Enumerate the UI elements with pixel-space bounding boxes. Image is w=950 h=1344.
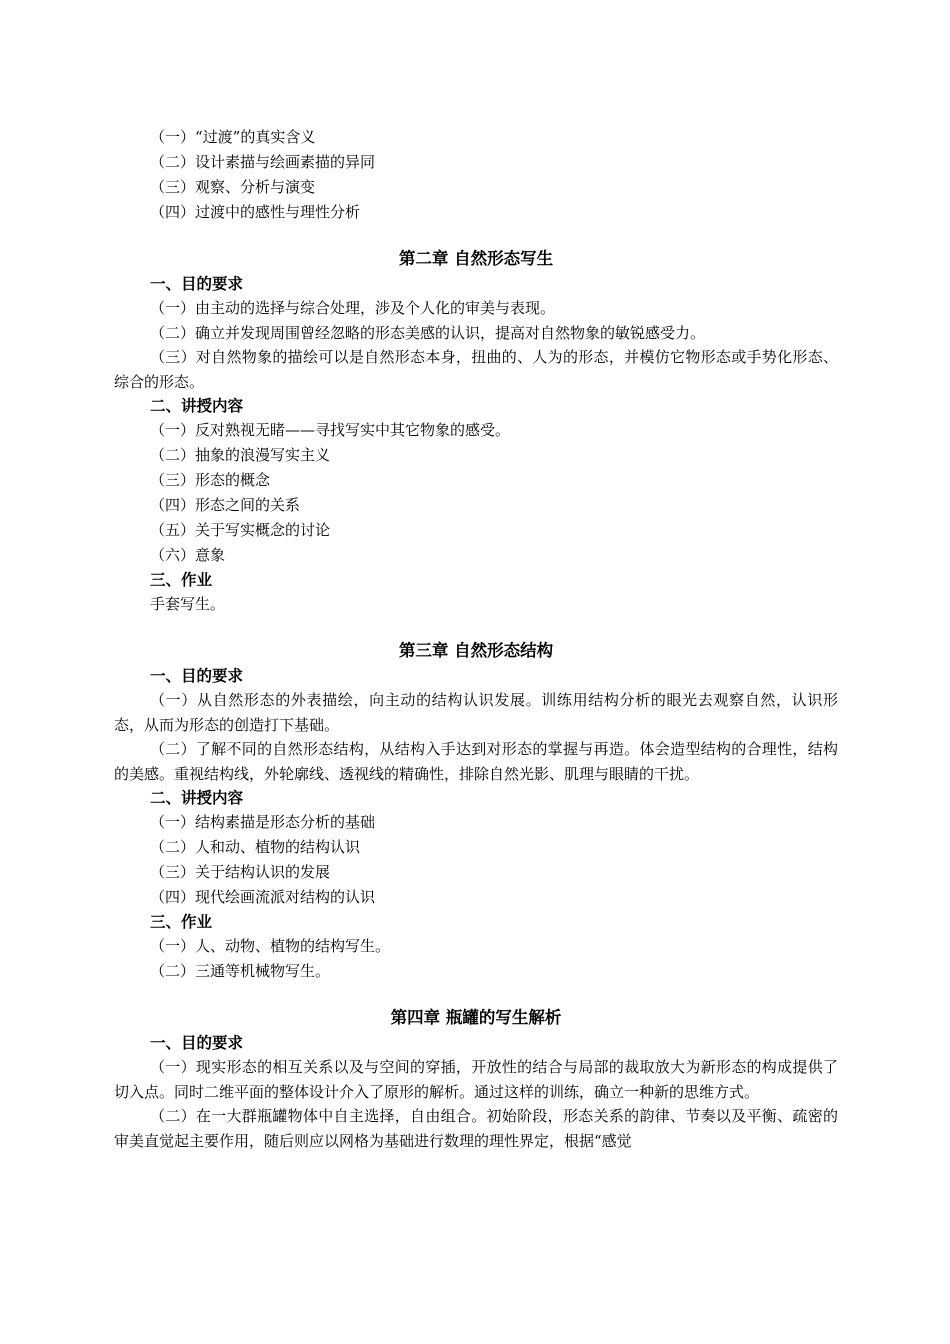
paragraph: （三）对自然物象的描绘可以是自然形态本身，扭曲的、人为的形态，并模仿它物形态或手势化形态、综合的形态。 (114, 348, 838, 391)
section-heading: 三、作业 (150, 913, 213, 931)
list-item: （三）观察、分析与演变 (150, 178, 316, 196)
list-item: （二）抽象的浪漫写实主义 (150, 446, 331, 464)
list-item: （二）人和动、植物的结构认识 (150, 838, 361, 856)
section-heading: 一、目的要求 (150, 1034, 244, 1052)
paragraph: （一）由主动的选择与综合处理，涉及个人化的审美与表现。 (150, 299, 556, 317)
paragraph: （一）现实形态的相互关系以及与空间的穿插，开放性的结合与局部的裁取放大为新形态的构成提供了切入点。同时二维平面的整体设计介入了原形的解析。通过这样的训练，确立一种新的思维方式。 (114, 1058, 838, 1101)
list-item: 手套写生。 (150, 595, 226, 613)
list-item: （五）关于写实概念的讨论 (150, 521, 331, 539)
list-item: （一）反对熟视无睹——寻找写实中其它物象的感受。 (150, 421, 511, 439)
list-item: （一）“过渡”的真实含义 (150, 128, 316, 146)
list-item: （六）意象 (150, 546, 226, 564)
list-item: （三）形态的概念 (150, 471, 271, 489)
chapter-2-title: 第二章 自然形态写生 (398, 249, 554, 268)
intro-list (114, 125, 838, 225)
paragraph: （二）在一大群瓶罐物体中自主选择，自由组合。初始阶段，形态关系的韵律、节奏以及平衡、疏密的审美直觉起主要作用，随后则应以网格为基础进行数理的理性界定，根据“感觉 (114, 1107, 838, 1150)
list-item: （四）过渡中的感性与理性分析 (150, 203, 361, 221)
chapter-4-title: 第四章 瓶罐的写生解析 (390, 1008, 562, 1027)
section-heading: 三、作业 (150, 571, 213, 589)
list-item: （二）设计素描与绘画素描的异同 (150, 153, 376, 171)
list-item: （二）三通等机械物写生。 (150, 962, 331, 980)
section-heading: 二、讲授内容 (150, 789, 244, 807)
paragraph: （二）了解不同的自然形态结构，从结构入手达到对形态的掌握与再造。体会造型结构的合理性，结构的美感。重视结构线，外轮廓线、透视线的精确性，排除自然光影、肌理与眼睛的干扰。 (114, 740, 838, 783)
paragraph: （一）从自然形态的外表描绘，向主动的结构认识发展。训练用结构分析的眼光去观察自然，认识形态，从而为形态的创造打下基础。 (114, 691, 838, 734)
paragraph: （二）确立并发现周围曾经忽略的形态美感的认识，提高对自然物象的敏锐感受力。 (150, 323, 706, 342)
list-item: （一）结构素描是形态分析的基础 (150, 813, 376, 831)
section-heading: 二、讲授内容 (150, 397, 244, 415)
document-page (114, 125, 838, 1153)
list-item: （一）人、动物、植物的结构写生。 (150, 937, 391, 955)
list-item: （四）现代绘画流派对结构的认识 (150, 888, 376, 906)
section-heading: 一、目的要求 (150, 275, 244, 293)
list-item: （四）形态之间的关系 (150, 496, 301, 514)
list-item: （三）关于结构认识的发展 (150, 863, 331, 881)
section-heading: 一、目的要求 (150, 667, 244, 685)
chapter-3-title: 第三章 自然形态结构 (398, 641, 554, 660)
